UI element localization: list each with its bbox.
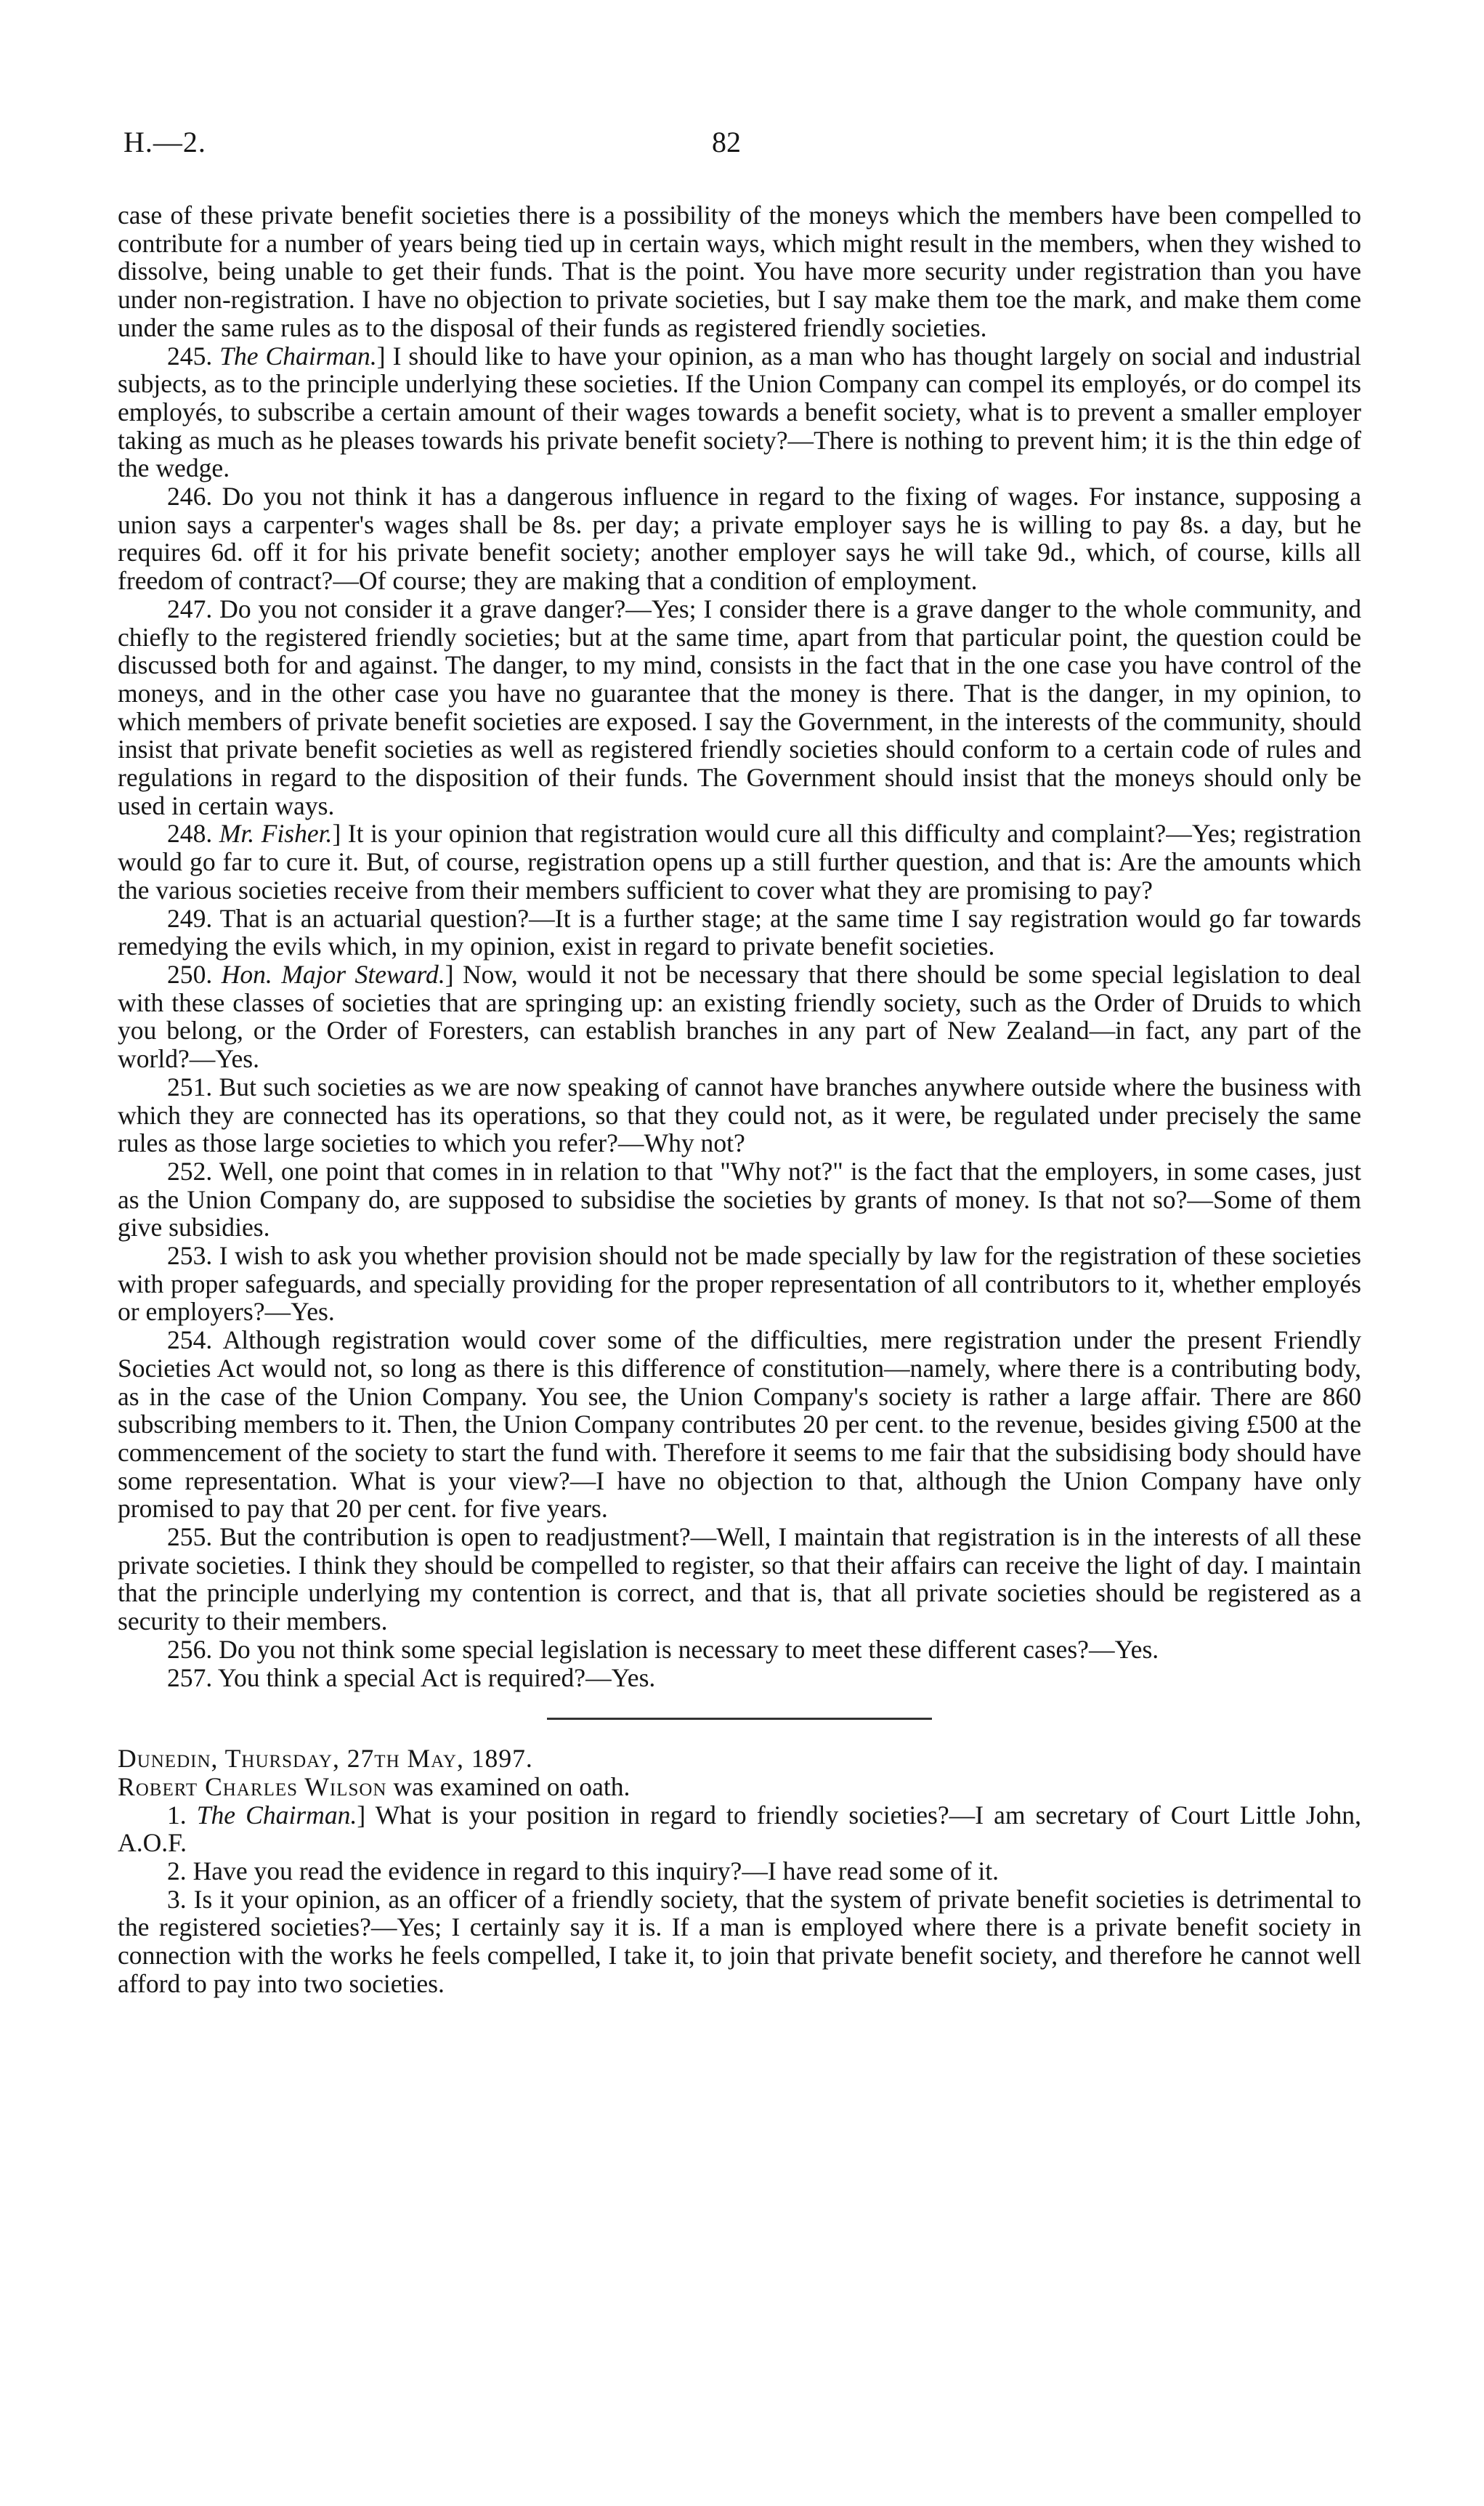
question-text: Well, one point that comes in in relation to that "Why not?" is the fact that the employers, in some cases, just as the Union Company do, are supposed to subsidise the societies by grants of money. Is that not so?—Some of them give subsidies. — [118, 1156, 1361, 1242]
question-247 — [118, 595, 1361, 820]
question-number: 256. — [167, 1634, 213, 1664]
question-text: But such societies as we are now speaking of cannot have branches anywhere outside where the business with which they are connected has its operations, so that they could not, as it were, be regulated under precisely the same rules as those large societies to which you refer?—Why not? — [118, 1072, 1361, 1158]
question-text: You think a special Act is required?—Yes. — [217, 1662, 656, 1692]
question-number: 252. — [167, 1156, 213, 1186]
question-text: Do you not think some special legislation is necessary to meet these different cases?—Yes. — [219, 1634, 1159, 1664]
page-header — [116, 125, 1366, 169]
witness-name: Robert Charles Wilson — [118, 1771, 387, 1801]
question-number: 254. — [167, 1325, 213, 1355]
question-number: 1. — [167, 1800, 187, 1830]
question-number: 246. — [167, 482, 213, 512]
question-1: 1. The Chairman.] What is your position in regard to friendly societies?—I am secretary of Court Little John, A.O.F. — [118, 1800, 1361, 1858]
question-252 — [118, 1157, 1361, 1242]
question-text: But the contribution is open to readjustment?—Well, I maintain that registration is in the interests of all these private societies. I think they should be compelled to register, so that their affairs can receive the light of day. I maintain that the principle underlying my contention is correct, and that is, that all private societies should be registered as a security to their members. — [118, 1522, 1361, 1636]
evidence-body — [118, 201, 1361, 1998]
question-3 — [118, 1885, 1361, 1998]
question-number: 247. — [167, 594, 213, 623]
question-text: Have you read the evidence in regard to this inquiry?—I have read some of it. — [192, 1856, 1000, 1886]
question-text: That is an actuarial question?—It is a further stage; at the same time I say registration would go far towards remedying the evils which, in my opinion, exist in regard to private benefit societies. — [118, 903, 1361, 961]
session-date-line: Dunedin, Thursday, 27th May, 1897. — [118, 1744, 533, 1774]
question-text: Is it your opinion, as an officer of a friendly society, that the system of private benefit societies is detrimental to the registered societies?—Yes; I certainly say it is. If a man is employed where there is a private benefit society in connection with the works he feels compelled, I take it, to join that private benefit society, and therefore he cannot well afford to pay into two societies. — [118, 1884, 1361, 1998]
question-number: 3. — [167, 1884, 187, 1914]
question-text: Do you not think it has a dangerous influence in regard to the fixing of wages. For instance, supposing a union says a carpenter's wages shall be 8s. per day; a private employer says he is willing to pay 8s. a day, but he requires 6d. off it for his private benefit society; another employer says he will take 9d., which, of course, kills all freedom of contract?—Of course; they are making that a condition of employment. — [118, 482, 1361, 596]
speaker: Hon. Major Steward. — [221, 959, 445, 989]
new-questions-list — [118, 1801, 1361, 1998]
speaker: The Chairman. — [219, 341, 377, 371]
question-text: Now, would it not be necessary that there should be some special legislation to deal with these classes of societies that are springing up: an existing friendly society, such as the Order of Druids to which you belong, or the Order of Foresters, can establish branches in any part of New Zealand—in fact, any part of the world?—Yes. — [118, 959, 1361, 1074]
question-text: Although registration would cover some of the difficulties, mere registration under the present Friendly Societies Act would not, so long as there is this difference of constitution—namely, where there is a contributing body, as in the case of the Union Company. You see, the Union Company's society is rather a large affair. There are 860 subscribing members to it. Then, the Union Company contributes 20 per cent. to the revenue, besides giving £500 at the commencement of the society to start the fund with. Therefore it seems to me fair that the subsidising body should have some representation. What is your view?—I have no objection to that, although the Union Company have only promised to pay that 20 per cent. for five years. — [118, 1325, 1361, 1524]
question-255 — [118, 1523, 1361, 1636]
question-number: 255. — [167, 1522, 213, 1552]
speaker: Mr. Fisher. — [219, 819, 333, 849]
question-text: Do you not consider it a grave danger?—Yes; I consider there is a grave danger to the whole community, and chiefly to the registered friendly societies; but at the same time, apart from that particular point, the question could be discussed both for and against. The danger, to my mind, consists in the fact that in the one case you have control of the moneys, and in the other case you have no guarantee that the money is there. That is the danger, in my opinion, to which members of private benefit societies are exposed. I say the Government, in the interests of the community, should insist that private benefit societies as well as registered friendly societies should conform to a certain code of rules and regulations in regard to the disposition of their funds. The Government should insist that the moneys should only be used in certain ways. — [118, 594, 1361, 820]
witness-suffix: was examined on oath. — [393, 1771, 631, 1801]
question-254 — [118, 1326, 1361, 1523]
question-251 — [118, 1073, 1361, 1157]
question-256 — [118, 1636, 1361, 1664]
document-reference: H.—2. — [123, 126, 206, 158]
question-text: I wish to ask you whether provision should not be made specially by law for the registration of these societies with proper safeguards, and specially providing for the proper representation of all contributors to it, whether employés or employers?—Yes. — [118, 1241, 1361, 1327]
question-number: 251. — [167, 1072, 213, 1102]
question-249 — [118, 905, 1361, 961]
question-250: 250. Hon. Major Steward.] Now, would it not be necessary that there should be some special legislation to deal with these classes of societies that are springing up: an existing friendly society, such as the Order of Druids to which you belong, or the Order of Foresters, can establish branches in any part of New Zealand—in fact, any part of the world?—Yes. — [118, 959, 1361, 1074]
question-257 — [118, 1664, 1361, 1692]
questions-list — [118, 342, 1361, 1692]
question-number: 248. — [167, 819, 213, 849]
question-245: 245. The Chairman.] I should like to have your opinion, as a man who has thought largely on social and industrial subjects, as to the principle underlying these societies. If the Union Company can compel its employés, or do compel its employés, to subscribe a certain amount of their wages towards a benefit society, what is to prevent a smaller employer taking as much as he pleases towards his private benefit society?—There is nothing to prevent him; it is the thin edge of the wedge. — [118, 341, 1361, 483]
question-text: It is your opinion that registration would cure all this difficulty and complaint?—Yes; registration would go far to cure it. But, of course, registration opens up a still further question, and that is: Are the amounts which the various societies receive from their members sufficient to cover what they are promising to pay? — [118, 819, 1361, 905]
question-number: 250. — [167, 959, 213, 989]
question-253 — [118, 1242, 1361, 1326]
question-2 — [118, 1857, 1361, 1885]
question-number: 257. — [167, 1662, 213, 1692]
question-text: I should like to have your opinion, as a man who has thought largely on social and industrial subjects, as to the principle underlying these societies. If the Union Company can compel its employés, or do compel its employés, to subscribe a certain amount of their wages towards a benefit society, what is to prevent a smaller employer taking as much as he pleases towards his private benefit society?—There is nothing to prevent him; it is the thin edge of the wedge. — [118, 341, 1361, 483]
section-divider — [547, 1718, 932, 1720]
witness-line — [118, 1773, 1361, 1801]
question-number: 2. — [167, 1856, 187, 1886]
question-number: 249. — [167, 903, 213, 933]
speaker: The Chairman. — [196, 1800, 357, 1830]
question-number: 253. — [167, 1241, 213, 1271]
opening-paragraph: case of these private benefit societies there is a possibility of the moneys which the members have been compelled to contribute for a number of years being tied up in certain ways, which might result in the members, when they wished to dissolve, being unable to get their funds. That is the point. You have more security under registration than you have under non-registration. I have no objection to private societies, but I say make them toe the mark, and make them come under the same rules as to the disposal of their funds as registered friendly societies. — [118, 201, 1361, 342]
question-248: 248. Mr. Fisher.] It is your opinion that registration would cure all this difficulty and complaint?—Yes; registration would go far to cure it. But, of course, registration opens up a still further question, and that is: Are the amounts which the various societies receive from their members sufficient to cover what they are promising to pay? — [118, 819, 1361, 905]
page-number: 82 — [712, 126, 741, 158]
question-text: What is your position in regard to friendly societies?—I am secretary of Court Little John, A.O.F. — [118, 1800, 1361, 1858]
question-number: 245. — [167, 341, 213, 371]
question-246 — [118, 482, 1361, 595]
